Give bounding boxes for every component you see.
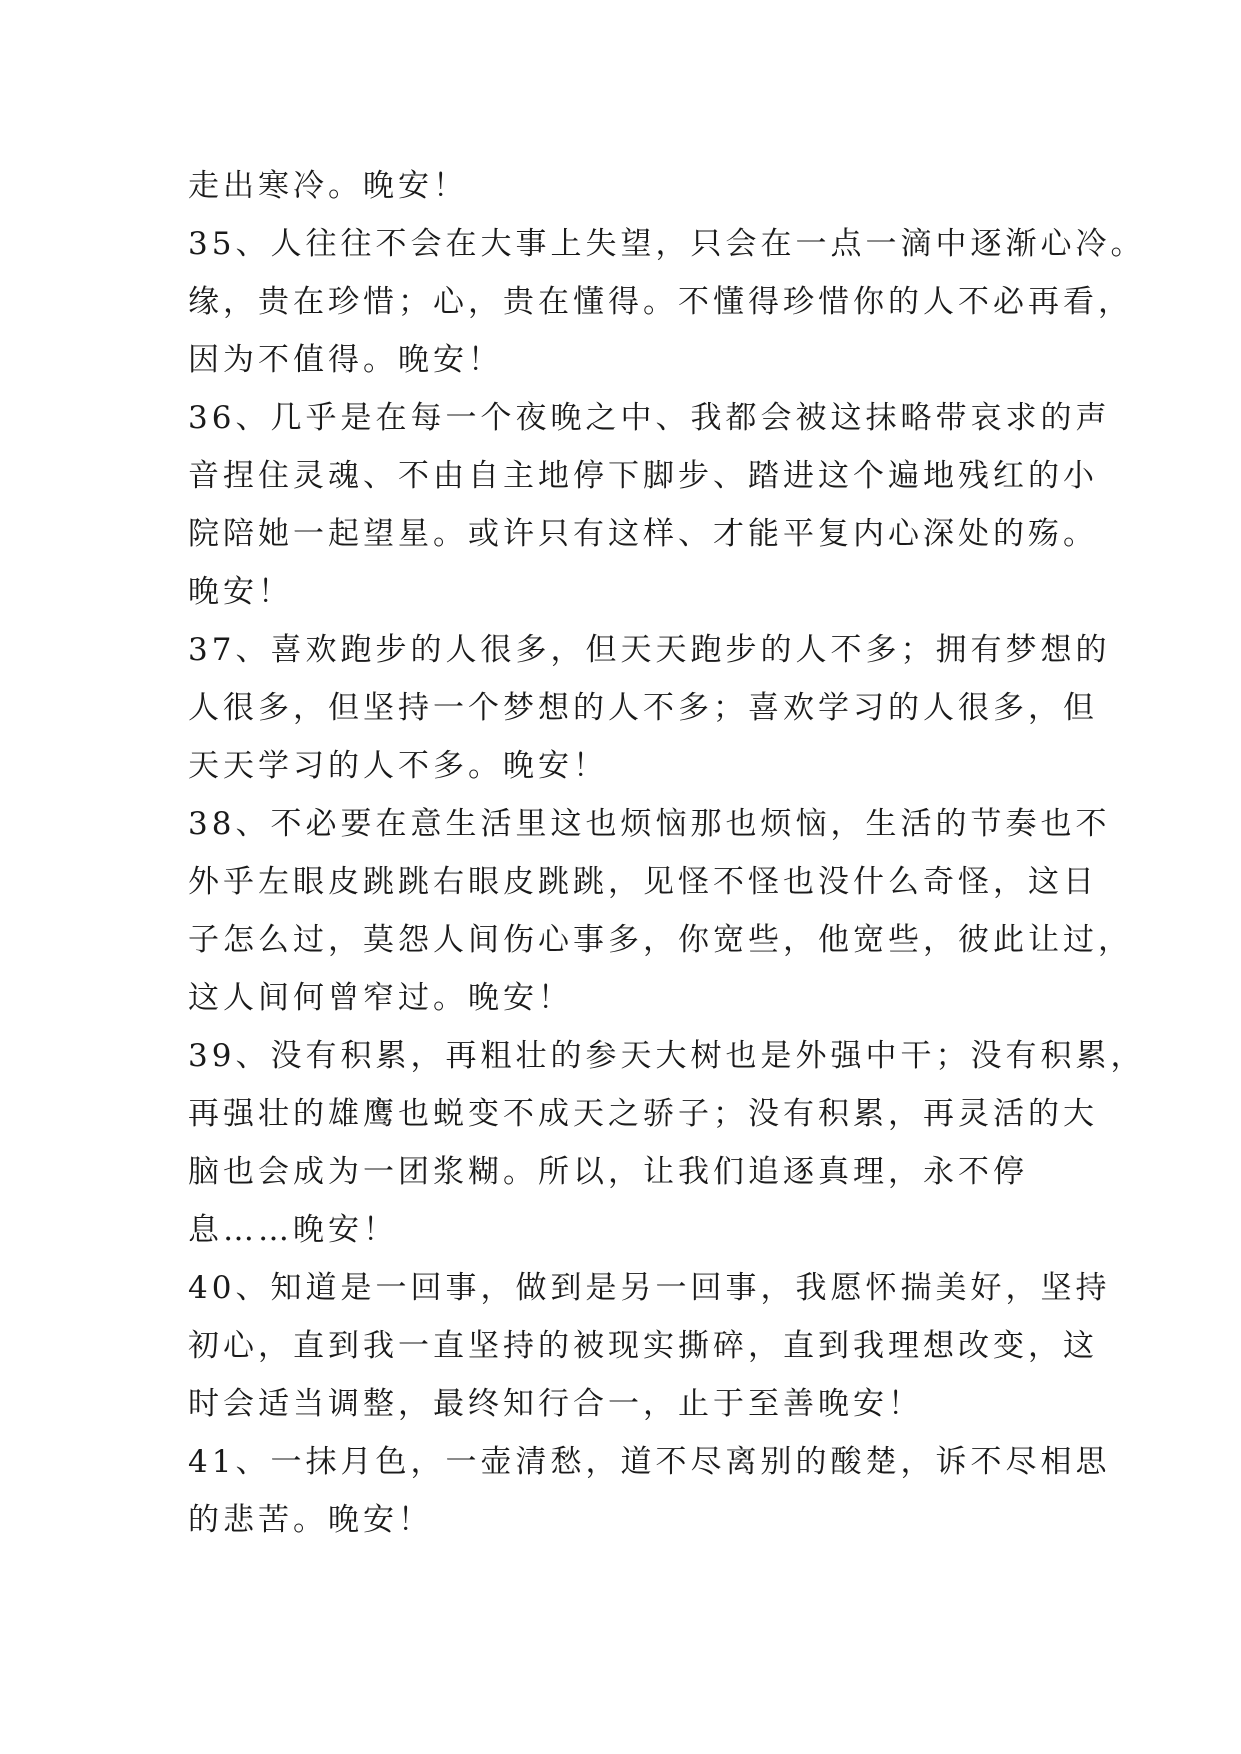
text-line: 脑也会成为一团浆糊。所以，让我们追逐真理，永不停 xyxy=(188,1154,1028,1190)
text-line: 初心，直到我一直坚持的被现实撕碎，直到我理想改变，这 xyxy=(188,1328,1098,1364)
text-line: 天天学习的人不多。晚安！ xyxy=(188,748,608,784)
text-line: 的悲苦。晚安！ xyxy=(188,1502,433,1538)
text-line: 因为不值得。晚安！ xyxy=(188,342,503,378)
text-line: 36、几乎是在每一个夜晚之中、我都会被这抹略带哀求的声 xyxy=(188,400,1111,436)
text-line: 时会适当调整，最终知行合一，止于至善晚安！ xyxy=(188,1386,923,1422)
text-line: 音捏住灵魂、不由自主地停下脚步、踏进这个遍地残红的小 xyxy=(188,458,1098,494)
text-line: 子怎么过，莫怨人间伤心事多，你宽些，他宽些，彼此让过， xyxy=(188,922,1133,958)
text-line: 院陪她一起望星。或许只有这样、才能平复内心深处的殇。 xyxy=(188,516,1098,552)
text-line: 缘，贵在珍惜；心，贵在懂得。不懂得珍惜你的人不必再看， xyxy=(188,284,1133,320)
text-line: 外乎左眼皮跳跳右眼皮跳跳，见怪不怪也没什么奇怪，这日 xyxy=(188,864,1098,900)
text-line: 37、喜欢跑步的人很多，但天天跑步的人不多；拥有梦想的 xyxy=(188,632,1111,668)
text-line: 再强壮的雄鹰也蜕变不成天之骄子；没有积累，再灵活的大 xyxy=(188,1096,1098,1132)
text-line: 息……晚安！ xyxy=(188,1212,398,1248)
text-line: 38、不必要在意生活里这也烦恼那也烦恼，生活的节奏也不 xyxy=(188,806,1111,842)
text-line: 人很多，但坚持一个梦想的人不多；喜欢学习的人很多，但 xyxy=(188,690,1098,726)
text-line: 35、人往往不会在大事上失望，只会在一点一滴中逐渐心冷。 xyxy=(188,226,1146,262)
text-line: 40、知道是一回事，做到是另一回事，我愿怀揣美好，坚持 xyxy=(188,1270,1111,1306)
text-line: 走出寒冷。晚安！ xyxy=(188,168,468,204)
text-line: 这人间何曾窄过。晚安！ xyxy=(188,980,573,1016)
text-line: 晚安！ xyxy=(188,574,293,610)
document-body xyxy=(188,157,1146,1549)
text-line: 41、一抹月色，一壶清愁，道不尽离别的酸楚，诉不尽相思 xyxy=(188,1444,1111,1480)
text-line: 39、没有积累，再粗壮的参天大树也是外强中干；没有积累， xyxy=(188,1038,1146,1074)
